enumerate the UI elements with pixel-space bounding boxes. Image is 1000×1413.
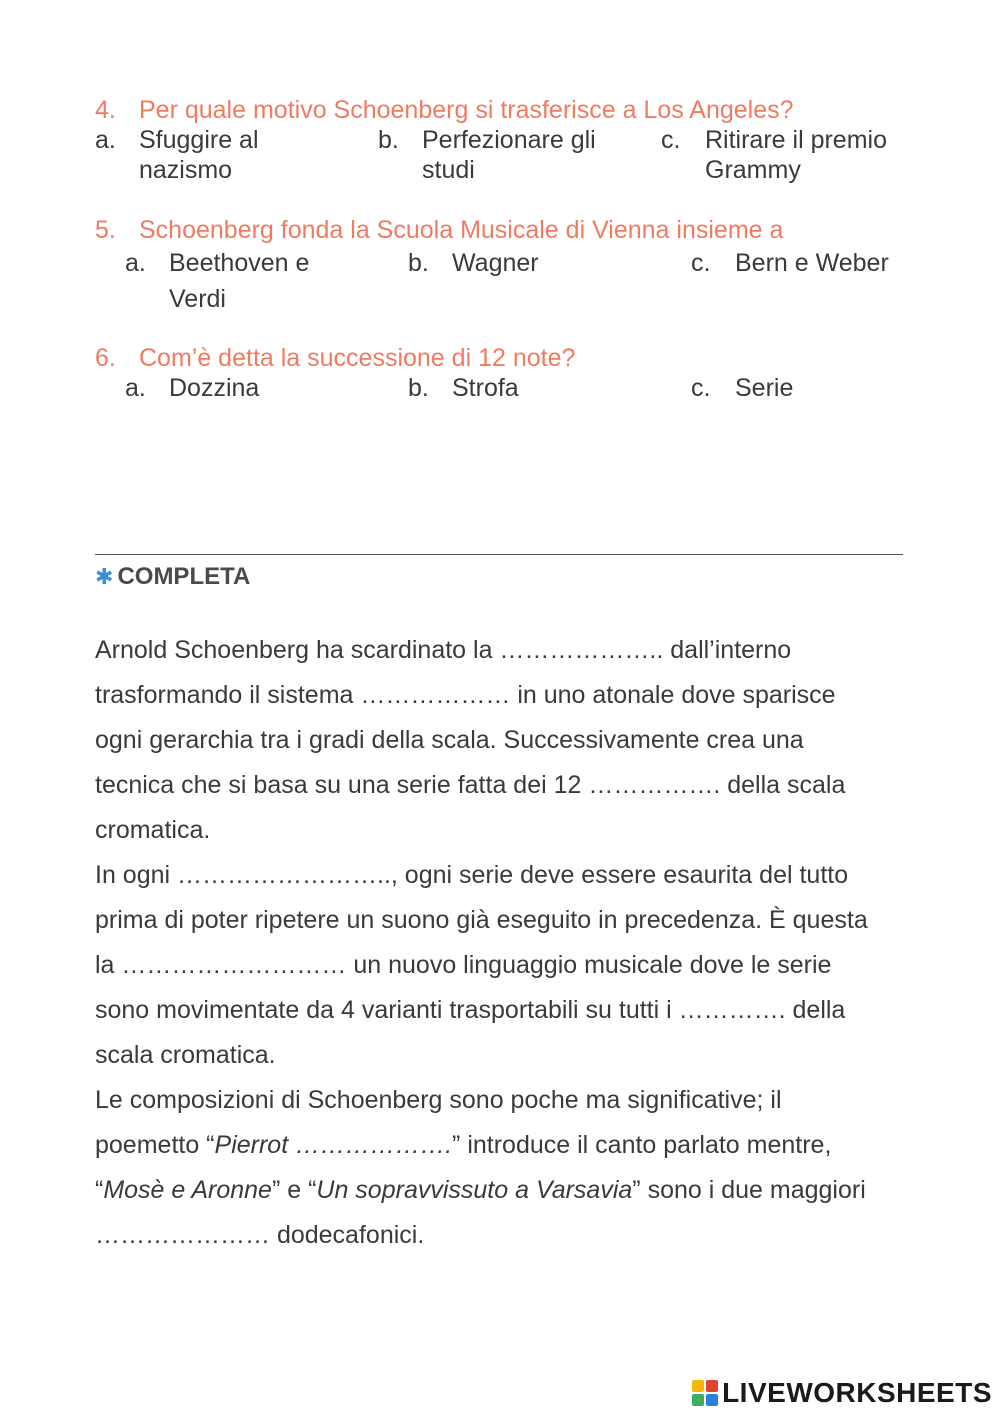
logo-tile <box>706 1394 718 1406</box>
option-text: Dozzina <box>169 374 260 402</box>
answer-options <box>95 373 915 433</box>
option-letter: a. <box>125 374 146 402</box>
text-line[interactable]: ………………… dodecafonici. <box>95 1221 425 1249</box>
option-text: Sfuggire al nazismo <box>139 126 259 184</box>
answer-options <box>95 125 915 185</box>
option-text: Wagner <box>452 249 539 277</box>
question-title <box>95 95 915 125</box>
question-title <box>95 343 915 373</box>
brand-name: LIVEWORKSHEETS <box>722 1377 992 1408</box>
text-line <box>95 1168 915 1213</box>
text-line[interactable]: Arnold Schoenberg ha scardinato la ……………….. dall’interno <box>95 636 792 664</box>
asterisk-icon: ✱ <box>95 564 114 589</box>
option-text: Beethoven e Verdi <box>169 249 310 313</box>
fill-in-paragraph <box>95 628 915 1258</box>
text-segment: ” introduce il canto parlato mentre, <box>452 1131 832 1159</box>
work-title-pierrot[interactable]: Pierrot ………………. <box>214 1131 453 1159</box>
question-text: Com’è detta la successione di 12 note? <box>139 344 576 372</box>
text-segment: poemetto “ <box>95 1131 215 1159</box>
question-number: 6. <box>95 344 116 372</box>
option-letter: b. <box>408 249 429 277</box>
option-text: Strofa <box>452 374 519 402</box>
option-letter: b. <box>378 126 399 154</box>
text-line: Le composizioni di Schoenberg sono poche ma significative; il <box>95 1086 782 1114</box>
question-number: 5. <box>95 216 116 244</box>
text-line: ogni gerarchia tra i gradi della scala. Successivamente crea una <box>95 726 804 754</box>
option-letter: c. <box>691 374 711 402</box>
text-segment: ” e “ <box>271 1176 317 1204</box>
option-letter: c. <box>661 126 681 154</box>
text-line[interactable]: la ……………………… un nuovo linguaggio musicale dove le serie <box>95 951 832 979</box>
option-letter: b. <box>408 374 429 402</box>
option-letter: c. <box>691 249 711 277</box>
text-line: prima di poter ripetere un suono già eseguito in precedenza. È questa <box>95 906 868 934</box>
question-text: Schoenberg fonda la Scuola Musicale di Vienna insieme a <box>139 216 784 244</box>
answer-options <box>95 245 915 313</box>
section-heading <box>95 562 250 592</box>
text-line[interactable]: tecnica che si basa su una serie fatta dei 12 ……………. della scala <box>95 771 846 799</box>
question-4 <box>95 95 915 185</box>
section-divider <box>95 554 903 555</box>
question-text: Per quale motivo Schoenberg si trasferisce a Los Angeles? <box>139 96 794 124</box>
text-line: cromatica. <box>95 816 211 844</box>
text-line[interactable]: In ogni …………………….., ogni serie deve essere esaurita del tutto <box>95 861 849 889</box>
text-line[interactable]: trasformando il sistema ……………… in uno atonale dove sparisce <box>95 681 836 709</box>
logo-tile <box>692 1380 704 1392</box>
text-line[interactable] <box>95 1123 915 1168</box>
option-letter: a. <box>125 249 146 277</box>
text-line[interactable]: sono movimentate da 4 varianti trasportabili su tutti i …………. della <box>95 996 846 1024</box>
logo-tile <box>706 1380 718 1392</box>
text-line: scala cromatica. <box>95 1041 276 1069</box>
option-text: Bern e Weber <box>735 249 889 277</box>
option-text: Ritirare il premio Grammy <box>705 126 887 184</box>
section-title: COMPLETA <box>117 563 251 590</box>
option-letter: a. <box>95 126 116 154</box>
work-title-varsavia: Un sopravvissuto a Varsavia <box>316 1176 633 1204</box>
question-title <box>95 215 915 245</box>
logo-tile <box>692 1394 704 1406</box>
liveworksheets-brand <box>692 1376 992 1410</box>
text-segment: “ <box>95 1176 104 1204</box>
option-text: Serie <box>735 374 794 402</box>
text-segment: ” sono i due maggiori <box>632 1176 866 1204</box>
question-6 <box>95 343 915 433</box>
option-text: Perfezionare gli studi <box>422 126 596 184</box>
work-title-mose: Mosè e Aronne <box>103 1176 272 1204</box>
question-number: 4. <box>95 96 116 124</box>
question-5 <box>95 215 915 313</box>
liveworksheets-logo-icon <box>692 1380 718 1406</box>
